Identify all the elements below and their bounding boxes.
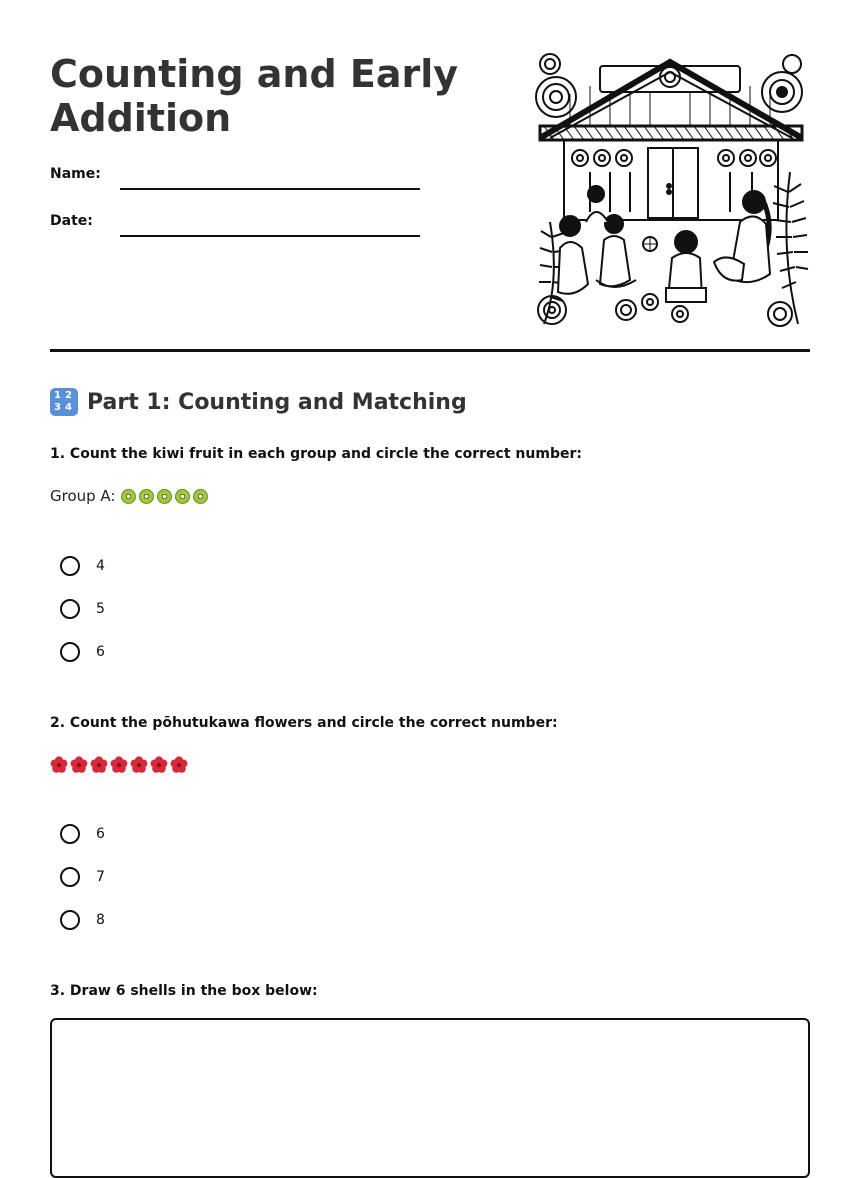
pohutukawa-flower-icon xyxy=(150,756,168,774)
part1-title xyxy=(50,388,467,416)
q2-option-6[interactable] xyxy=(60,822,105,846)
kiwi-fruit-icon xyxy=(139,489,154,504)
header-divider xyxy=(50,349,810,352)
marae-illustration xyxy=(530,52,812,330)
name-field xyxy=(50,166,420,196)
group-a-label: Group A: xyxy=(50,487,116,505)
option-label: 8 xyxy=(96,912,105,928)
q1-option-6[interactable] xyxy=(60,640,105,664)
name-input-line[interactable] xyxy=(120,188,420,190)
question-2-text: 2. Count the pōhutukawa flowers and circle the correct number: xyxy=(50,715,558,731)
drawing-box[interactable] xyxy=(50,1018,810,1178)
date-label: Date: xyxy=(50,213,93,229)
option-label: 4 xyxy=(96,558,105,574)
kiwi-fruit-icon xyxy=(175,489,190,504)
pohutukawa-flower-icon xyxy=(50,756,68,774)
kiwi-fruit-icon xyxy=(193,489,208,504)
option-label: 6 xyxy=(96,644,105,660)
flower-group xyxy=(50,756,190,774)
pohutukawa-flower-icon xyxy=(110,756,128,774)
radio-circle[interactable] xyxy=(60,910,80,930)
date-field xyxy=(50,213,420,243)
option-label: 5 xyxy=(96,601,105,617)
input-numbers-icon: 1 2 3 4 xyxy=(50,388,78,416)
worksheet-title: Counting and Early Addition xyxy=(50,52,459,140)
kiwi-group xyxy=(121,489,211,504)
q2-option-8[interactable] xyxy=(60,908,105,932)
option-label: 7 xyxy=(96,869,105,885)
pohutukawa-flower-icon xyxy=(90,756,108,774)
q1-option-5[interactable] xyxy=(60,597,105,621)
kiwi-fruit-icon xyxy=(157,489,172,504)
option-label: 6 xyxy=(96,826,105,842)
name-label: Name: xyxy=(50,166,101,182)
pohutukawa-flower-icon xyxy=(130,756,148,774)
q2-option-7[interactable] xyxy=(60,865,105,889)
radio-circle[interactable] xyxy=(60,867,80,887)
date-input-line[interactable] xyxy=(120,235,420,237)
question-1-text: 1. Count the kiwi fruit in each group and circle the correct number: xyxy=(50,446,582,462)
radio-circle[interactable] xyxy=(60,556,80,576)
question-3-text: 3. Draw 6 shells in the box below: xyxy=(50,983,318,999)
radio-circle[interactable] xyxy=(60,599,80,619)
worksheet-page xyxy=(50,0,810,1161)
worksheet-header xyxy=(50,0,810,352)
part1-title-text: Part 1: Counting and Matching xyxy=(87,389,467,415)
q1-option-4[interactable] xyxy=(60,554,105,578)
radio-circle[interactable] xyxy=(60,642,80,662)
radio-circle[interactable] xyxy=(60,824,80,844)
kiwi-fruit-icon xyxy=(121,489,136,504)
pohutukawa-flower-icon xyxy=(70,756,88,774)
group-a-row xyxy=(50,487,211,505)
pohutukawa-flower-icon xyxy=(170,756,188,774)
